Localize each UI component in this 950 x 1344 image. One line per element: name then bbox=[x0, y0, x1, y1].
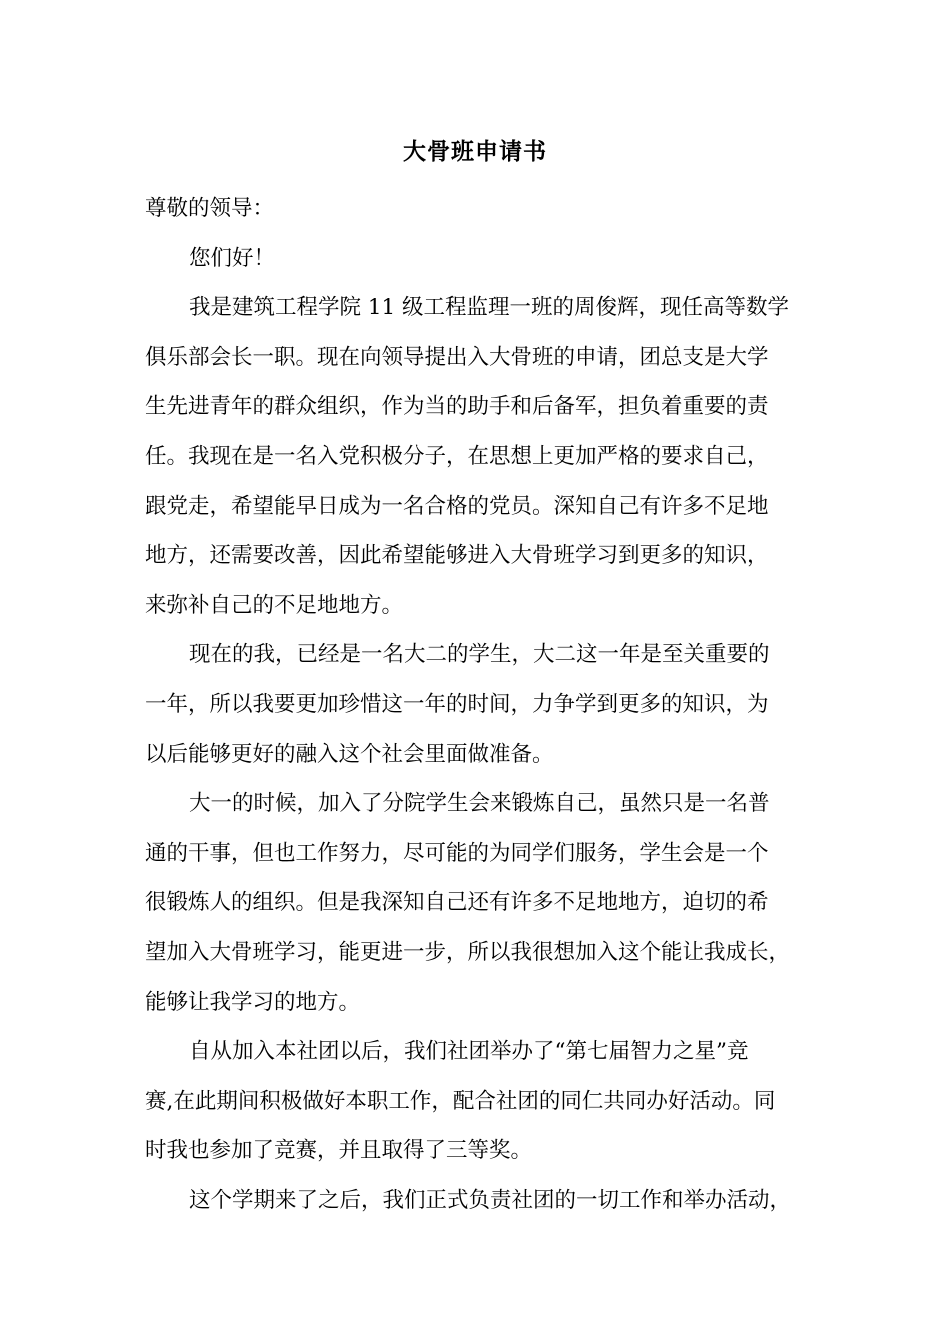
paragraph-5 bbox=[145, 1176, 825, 1226]
paragraph-line: 俱乐部会长一职。现在向领导提出入大骨班的申请，团总支是大学 bbox=[145, 344, 769, 370]
document-title: 大骨班申请书 bbox=[403, 138, 547, 165]
paragraph-line: 来弥补自己的不足地地方。 bbox=[145, 592, 404, 618]
document-body bbox=[145, 184, 825, 1225]
paragraph-2 bbox=[145, 630, 825, 779]
paragraph-line: 时我也参加了竞赛，并且取得了三等奖。 bbox=[145, 1138, 533, 1164]
paragraph-line: 赛,在此期间积极做好本职工作，配合社团的同仁共同办好活动。同 bbox=[145, 1088, 776, 1114]
paragraph-line: 任。我现在是一名入党积极分子，在思想上更加严格的要求自己， bbox=[145, 443, 769, 469]
paragraph-line: 自从加入本社团以后，我们社团举办了“第七届智力之星”竞 bbox=[189, 1039, 749, 1065]
paragraph-line: 跟党走，希望能早日成为一名合格的党员。深知自己有许多不足地 bbox=[145, 493, 769, 519]
paragraph-line: 现在的我，已经是一名大二的学生，大二这一年是至关重要的 bbox=[189, 642, 770, 668]
paragraph-4 bbox=[145, 1027, 825, 1176]
paragraph-line: 以后能够更好的融入这个社会里面做准备。 bbox=[145, 741, 554, 767]
paragraph-line: 望加入大骨班学习，能更进一步，所以我很想加入这个能让我成长， bbox=[145, 939, 791, 965]
paragraph-line: 我是建筑工程学院 11 级工程监理一班的周俊辉，现任高等数学 bbox=[189, 295, 790, 321]
paragraph-line: 一年，所以我要更加珍惜这一年的时间，力争学到更多的知识，为 bbox=[145, 691, 769, 717]
paragraph-3 bbox=[145, 779, 825, 1027]
paragraph-line: 通的干事，但也工作努力，尽可能的为同学们服务，学生会是一个 bbox=[145, 840, 769, 866]
paragraph-line: 这个学期来了之后，我们正式负责社团的一切工作和举办活动， bbox=[189, 1187, 792, 1213]
paragraph-line: 地方，还需要改善，因此希望能够进入大骨班学习到更多的知识， bbox=[145, 543, 769, 569]
paragraph-line: 大一的时候，加入了分院学生会来锻炼自己，虽然只是一名普 bbox=[189, 791, 770, 817]
greeting: 您们好！ bbox=[189, 245, 276, 271]
paragraph-1 bbox=[145, 283, 825, 630]
paragraph-line: 生先进青年的群众组织，作为当的助手和后备军，担负着重要的责 bbox=[145, 394, 769, 420]
salutation: 尊敬的领导： bbox=[145, 196, 275, 221]
paragraph-line: 能够让我学习的地方。 bbox=[145, 989, 361, 1015]
paragraph-line: 很锻炼人的组织。但是我深知自己还有许多不足地地方，迫切的希 bbox=[145, 890, 769, 916]
